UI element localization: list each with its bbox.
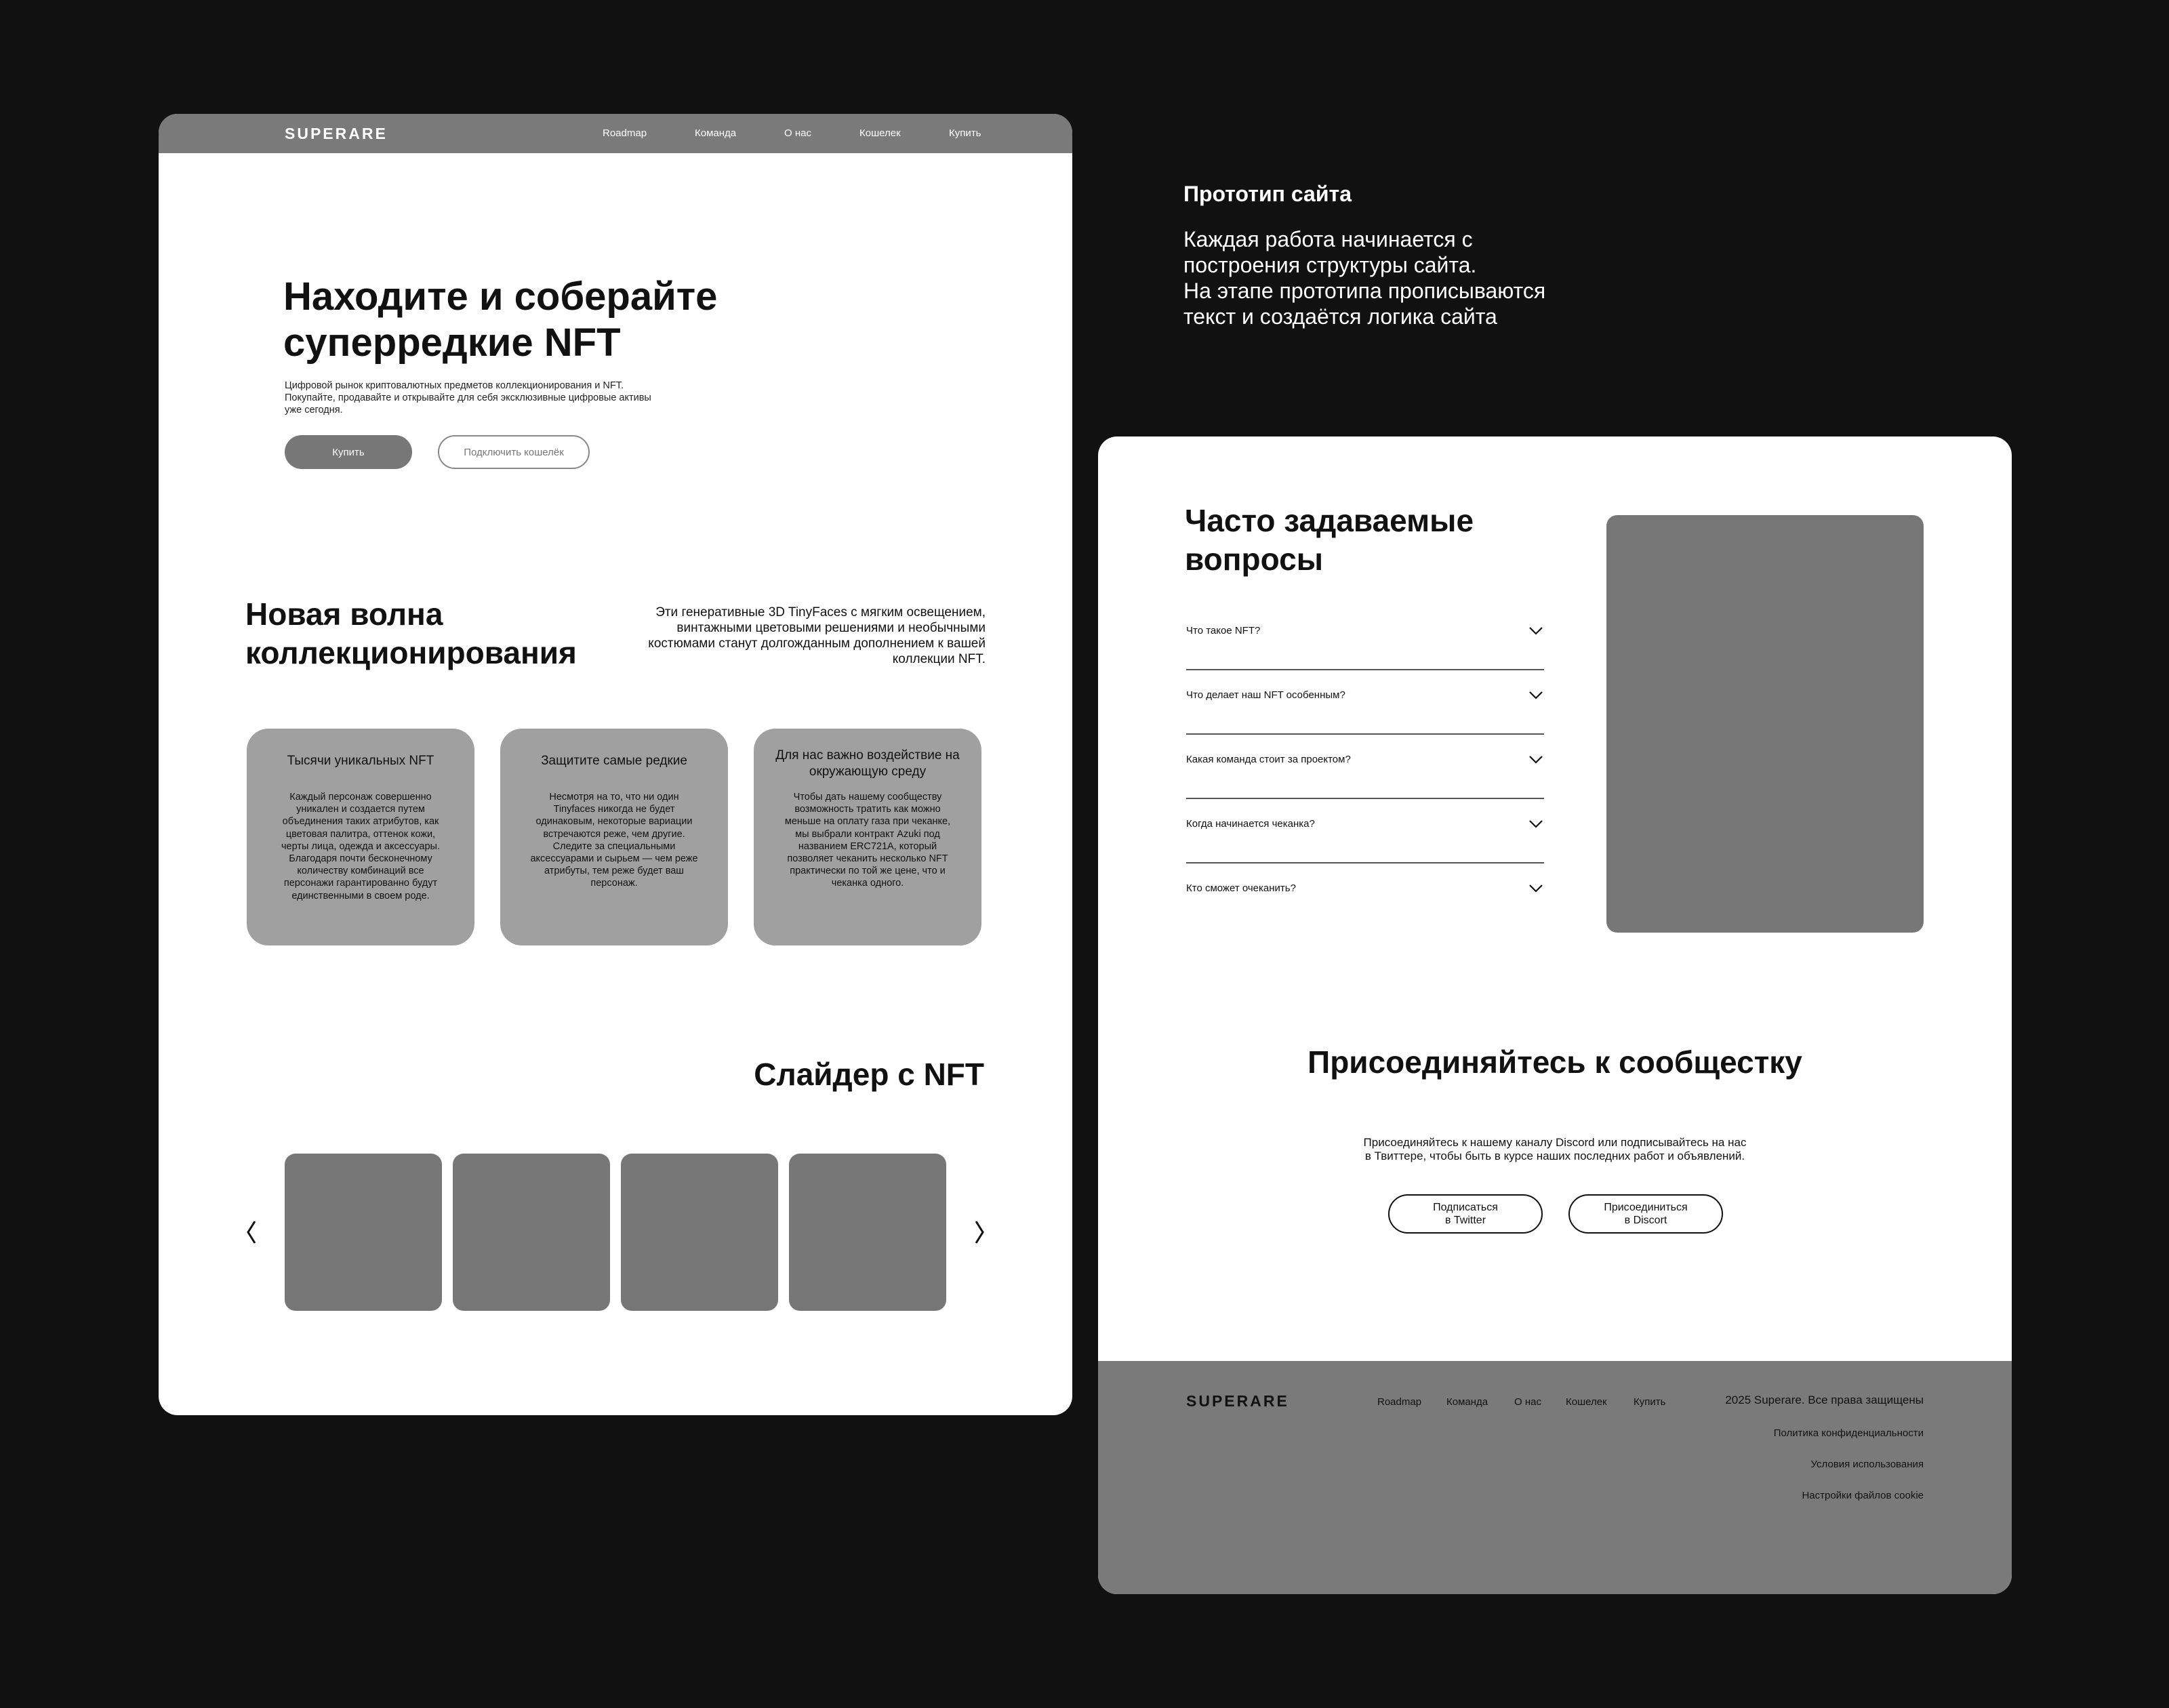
- nft-slide[interactable]: [285, 1154, 442, 1311]
- hero-title: [283, 274, 717, 366]
- chevron-down-icon: [1528, 626, 1544, 636]
- feature-card-rare: [500, 729, 728, 946]
- feature-card-title: Для нас важно воздействие на окружающую среду: [775, 748, 960, 779]
- faq-item[interactable]: [1186, 863, 1544, 928]
- faq-item[interactable]: [1186, 799, 1544, 863]
- faq-title-line-2: вопросы: [1185, 542, 1324, 577]
- faq-item[interactable]: [1186, 670, 1544, 735]
- discord-button-label: в Discort: [1624, 1215, 1667, 1226]
- twitter-button-label: в Twitter: [1444, 1215, 1486, 1226]
- community-title: Присоединяйтесь к сообщестку: [1308, 1044, 1802, 1080]
- faq-item[interactable]: [1186, 606, 1544, 670]
- faq-image-placeholder: [1606, 515, 1924, 933]
- nav-about[interactable]: О нас: [784, 127, 811, 139]
- faq-item[interactable]: [1186, 735, 1544, 799]
- faq-question: Кто сможет очеканить?: [1186, 882, 1296, 894]
- collection-title-line-2: коллекционирования: [245, 635, 577, 670]
- feature-card-unique: [247, 729, 474, 946]
- nav-wallet[interactable]: Кошелек: [859, 127, 901, 139]
- caption-line: Каждая работа начинается с: [1183, 227, 1473, 251]
- brand-logo[interactable]: SUPERARE: [285, 125, 388, 142]
- footer-nav-team[interactable]: Команда: [1446, 1396, 1488, 1408]
- footer-nav-buy[interactable]: Купить: [1634, 1396, 1666, 1408]
- community-description-line: Присоединяйтесь к нашему каналу Discord или подписывайтесь на нас: [1363, 1136, 1747, 1149]
- faq-question: Какая команда стоит за проектом?: [1186, 754, 1351, 765]
- buy-button[interactable]: Купить: [285, 435, 412, 469]
- discord-button-label: Присоединиться: [1604, 1202, 1688, 1213]
- footer-privacy-link[interactable]: Политика конфиденциальности: [1773, 1427, 1924, 1439]
- caption-line: На этапе прототипа прописываются: [1183, 279, 1546, 303]
- faq-question: Что такое NFT?: [1186, 625, 1261, 636]
- hero-title-line-1: Находите и соберайте: [283, 274, 718, 319]
- discord-join-button[interactable]: [1568, 1194, 1723, 1234]
- slider-prev-button[interactable]: [239, 1217, 266, 1247]
- caption-line: текст и создаётся логика сайта: [1183, 304, 1497, 329]
- chevron-down-icon: [1528, 691, 1544, 700]
- homepage-prototype-panel: [159, 114, 1072, 1415]
- nft-slide[interactable]: [621, 1154, 778, 1311]
- caption-line: построения структуры сайта.: [1183, 253, 1477, 277]
- footer-brand-logo[interactable]: SUPERARE: [1186, 1392, 1289, 1410]
- twitter-button-label: Подписаться: [1433, 1202, 1498, 1213]
- twitter-subscribe-button[interactable]: [1388, 1194, 1543, 1234]
- footer-nav-roadmap[interactable]: Roadmap: [1377, 1396, 1422, 1408]
- faq-title: [1185, 502, 1474, 579]
- chevron-down-icon: [1528, 884, 1544, 893]
- faq-question: Когда начинается чеканка?: [1186, 818, 1315, 830]
- nft-slide[interactable]: [453, 1154, 610, 1311]
- feature-card-title: Тысячи уникальных NFT: [287, 754, 434, 768]
- feature-card-body: Каждый персонаж совершенно уникален и создается путем объединения таких атрибутов, как цветовая палитра, оттенок кожи, черты лица, одежда и аксессуары. Благодаря почти бесконечному количеству комбинаций все персонажи гарантированно будут единственными в своем роде.: [281, 792, 440, 901]
- collection-description: Эти генеративные 3D TinyFaces с мягким освещением, винтажными цветовыми решениями и необычными костюмами станут долгожданным дополнением к вашей коллекции NFT.: [648, 605, 986, 666]
- site-footer: [1098, 1361, 2012, 1594]
- nav-buy[interactable]: Купить: [949, 127, 981, 139]
- hero-subtitle: Цифровой рынок криптовалютных предметов коллекционирования и NFT. Покупайте, продавайте и открывайте для себя эксклюзивные цифровые активы уже сегодня.: [285, 380, 651, 415]
- community-description: [1098, 1136, 2012, 1163]
- slider-next-button[interactable]: [965, 1217, 992, 1247]
- nav-roadmap[interactable]: Roadmap: [603, 127, 647, 139]
- faq-question: Что делает наш NFT особенным?: [1186, 689, 1345, 701]
- chevron-right-icon: [965, 1217, 992, 1247]
- feature-card-environment: [754, 729, 981, 946]
- chevron-down-icon: [1528, 819, 1544, 829]
- feature-card-body: Чтобы дать нашему сообществу возможность тратить как можно меньше на оплату газа при чеканке, мы выбрали контракт Azuki под названием ERC721A, который позволяет чеканить несколько NFT практически по той же цене, что и чеканка одного.: [784, 792, 951, 889]
- community-description-line: в Твиттере, чтобы быть в курсе наших последних работ и объявлений.: [1364, 1150, 1745, 1162]
- feature-card-body: Несмотря на то, что ни один Tinyfaces никогда не будет одинаковым, некоторые вариации встречаются реже, чем другие. Следите за специальными аксессуарами и сырьем — чем реже атрибуты, тем реже будет ваш персонаж.: [530, 792, 698, 889]
- caption-text: [1183, 226, 1631, 329]
- faq-community-prototype-panel: [1098, 436, 2012, 1594]
- top-navigation-bar: [159, 114, 1072, 153]
- feature-card-title: Защитите самые редкие: [541, 754, 687, 768]
- nft-slide[interactable]: [789, 1154, 946, 1311]
- chevron-left-icon: [239, 1217, 266, 1247]
- collection-section-title: [245, 595, 577, 672]
- footer-nav-about[interactable]: О нас: [1514, 1396, 1541, 1408]
- faq-title-line-1: Часто задаваемые: [1185, 503, 1474, 538]
- footer-cookie-settings-link[interactable]: Настройки файлов cookie: [1802, 1490, 1924, 1501]
- connect-wallet-button[interactable]: Подключить кошелёк: [438, 435, 590, 469]
- caption-title: Прототип сайта: [1183, 182, 1352, 206]
- chevron-down-icon: [1528, 755, 1544, 765]
- footer-terms-link[interactable]: Условия использования: [1810, 1459, 1924, 1470]
- footer-copyright: 2025 Superare. Все права защищены: [1725, 1394, 1924, 1406]
- collection-title-line-1: Новая волна: [245, 596, 443, 632]
- slider-title: Слайдер с NFT: [754, 1057, 984, 1092]
- nav-team[interactable]: Команда: [695, 127, 737, 139]
- hero-title-line-2: суперредкие NFT: [283, 321, 621, 365]
- footer-nav-wallet[interactable]: Кошелек: [1566, 1396, 1607, 1408]
